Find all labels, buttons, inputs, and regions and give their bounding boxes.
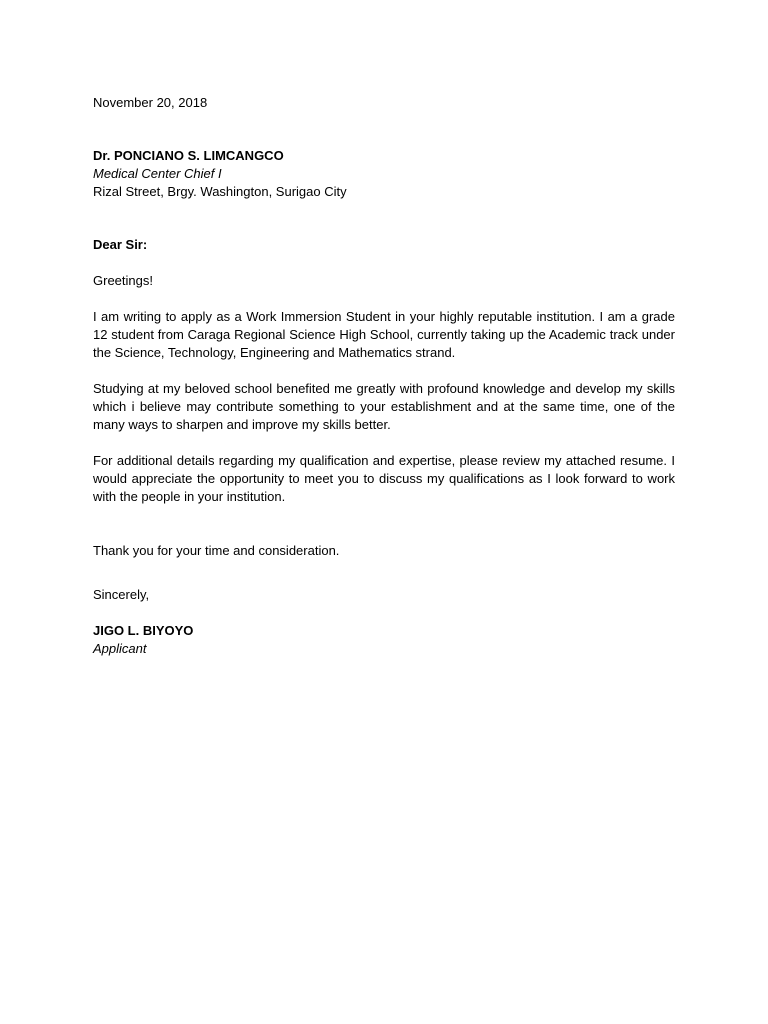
greeting: Greetings! [93,273,153,288]
letter-date: November 20, 2018 [93,95,208,110]
thank-you-line: Thank you for your time and consideration. [93,543,340,558]
recipient-address: Rizal Street, Brgy. Washington, Surigao City [93,184,347,199]
recipient-block [93,147,675,201]
signer-role: Applicant [93,641,147,656]
cover-letter [93,94,675,658]
recipient-title: Medical Center Chief I [93,166,222,181]
body-paragraph-2: Studying at my beloved school benefited me greatly with profound knowledge and develop my skills which i believe may contribute something to your establishment and at the same time, one of the many ways to sharpen and improve my skills better. [93,381,675,432]
salutation: Dear Sir: [93,237,148,252]
body-paragraph-1: I am writing to apply as a Work Immersion Student in your highly reputable institution. I am a grade 12 student from Caraga Regional Science High School, currently taking up the Academic track under the Science, Technology, Engineering and Mathematics strand. [93,309,675,360]
signer-name: JIGO L. BIYOYO [93,623,194,638]
recipient-name: Dr. PONCIANO S. LIMCANGCO [93,148,284,163]
signature-block [93,622,675,658]
complimentary-closing: Sincerely, [93,587,150,602]
body-paragraph-3: For additional details regarding my qualification and expertise, please review my attached resume. I would appreciate the opportunity to meet you to discuss my qualifications as I look forward to work with the people in your institution. [93,453,675,504]
